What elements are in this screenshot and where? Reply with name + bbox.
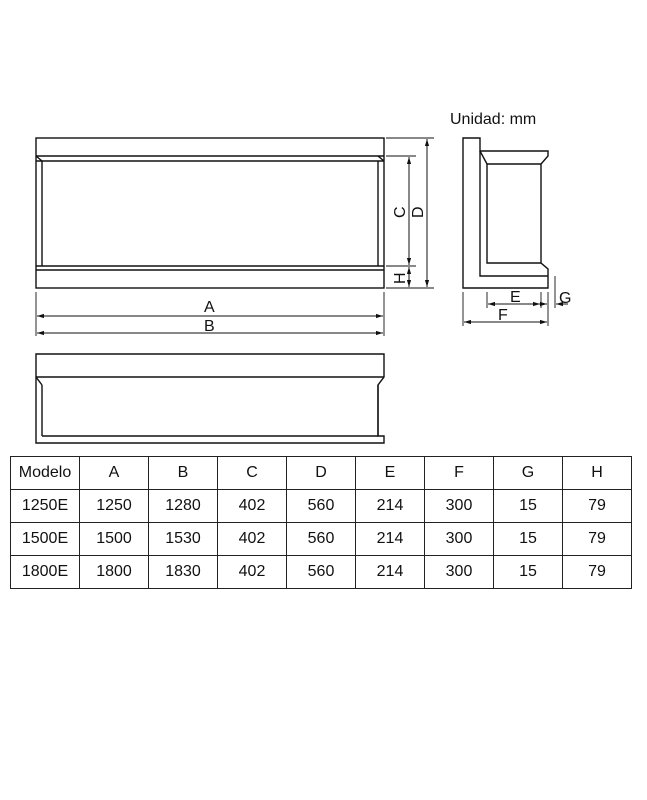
model-cell: 1250E xyxy=(11,490,80,523)
value-cell: 1280 xyxy=(149,490,218,523)
front-view xyxy=(36,138,384,288)
column-header: Modelo xyxy=(11,457,80,490)
dim-label-b: B xyxy=(204,318,215,335)
value-cell: 79 xyxy=(563,523,632,556)
value-cell: 560 xyxy=(287,523,356,556)
dim-label-e: E xyxy=(510,289,521,306)
value-cell: 560 xyxy=(287,556,356,589)
column-header: H xyxy=(563,457,632,490)
dim-label-g: G xyxy=(559,290,572,307)
dim-label-f: F xyxy=(498,307,508,324)
value-cell: 402 xyxy=(218,523,287,556)
value-cell: 1800 xyxy=(80,556,149,589)
table-row xyxy=(11,523,632,556)
value-cell: 214 xyxy=(356,490,425,523)
dim-label-h: H xyxy=(392,272,409,284)
dim-label-c: C xyxy=(392,206,409,218)
value-cell: 15 xyxy=(494,556,563,589)
side-extension-lines xyxy=(463,276,555,326)
value-cell: 402 xyxy=(218,556,287,589)
value-cell: 79 xyxy=(563,556,632,589)
value-cell: 402 xyxy=(218,490,287,523)
dim-label-a: A xyxy=(204,299,215,316)
table-row xyxy=(11,490,632,523)
extension-lines xyxy=(36,138,434,336)
value-cell: 1830 xyxy=(149,556,218,589)
value-cell: 79 xyxy=(563,490,632,523)
column-header: G xyxy=(494,457,563,490)
table-row xyxy=(11,556,632,589)
value-cell: 560 xyxy=(287,490,356,523)
column-header: C xyxy=(218,457,287,490)
table-header-row xyxy=(11,457,632,490)
column-header: D xyxy=(287,457,356,490)
value-cell: 214 xyxy=(356,523,425,556)
column-header: A xyxy=(80,457,149,490)
model-cell: 1800E xyxy=(11,556,80,589)
column-header: B xyxy=(149,457,218,490)
side-dimension-lines xyxy=(464,304,568,322)
value-cell: 15 xyxy=(494,523,563,556)
spec-table xyxy=(10,456,632,589)
model-cell: 1500E xyxy=(11,523,80,556)
unit-label: Unidad: mm xyxy=(450,111,537,128)
column-header: E xyxy=(356,457,425,490)
value-cell: 1500 xyxy=(80,523,149,556)
value-cell: 300 xyxy=(425,523,494,556)
dimension-lines xyxy=(37,139,427,333)
value-cell: 300 xyxy=(425,556,494,589)
value-cell: 214 xyxy=(356,556,425,589)
dim-label-d: D xyxy=(410,206,427,218)
value-cell: 1530 xyxy=(149,523,218,556)
column-header: F xyxy=(425,457,494,490)
top-view xyxy=(36,354,384,443)
value-cell: 300 xyxy=(425,490,494,523)
value-cell: 15 xyxy=(494,490,563,523)
side-view xyxy=(463,138,548,288)
value-cell: 1250 xyxy=(80,490,149,523)
